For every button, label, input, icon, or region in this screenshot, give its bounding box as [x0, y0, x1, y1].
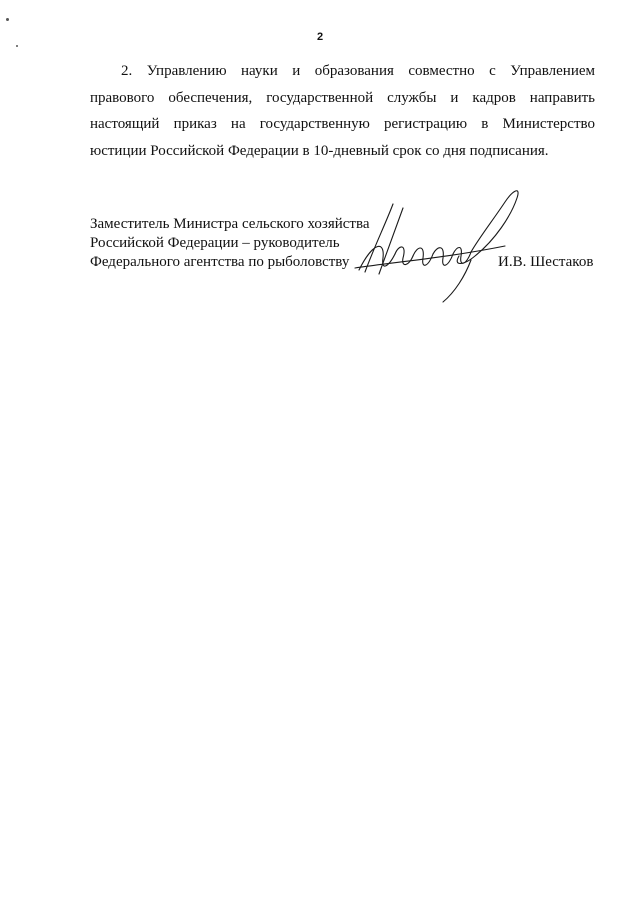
signer-position-line: Заместитель Министра сельского хозяйства [90, 216, 370, 232]
signer-position-line: Федерального агентства по рыболовству [90, 254, 350, 270]
scan-speck [6, 18, 9, 21]
order-paragraph [90, 58, 595, 164]
paragraph-line: 2. Управлению науки и образования совместно с Управлением [121, 63, 595, 79]
scan-speck [16, 45, 18, 47]
paragraph-line: правового обеспечения, государственной службы и кадров направить [90, 89, 595, 106]
signer-position [90, 215, 370, 272]
handwritten-signature [345, 180, 530, 305]
signer-position-line: Российской Федерации – руководитель [90, 235, 340, 251]
signer-name: И.В. Шестаков [498, 254, 594, 270]
paragraph-line: юстиции Российской Федерации в 10-дневный срок со дня подписания. [90, 142, 549, 159]
page-number: 2 [316, 31, 324, 43]
paragraph-line: настоящий приказ на государственную регистрацию в Министерство [90, 116, 595, 132]
